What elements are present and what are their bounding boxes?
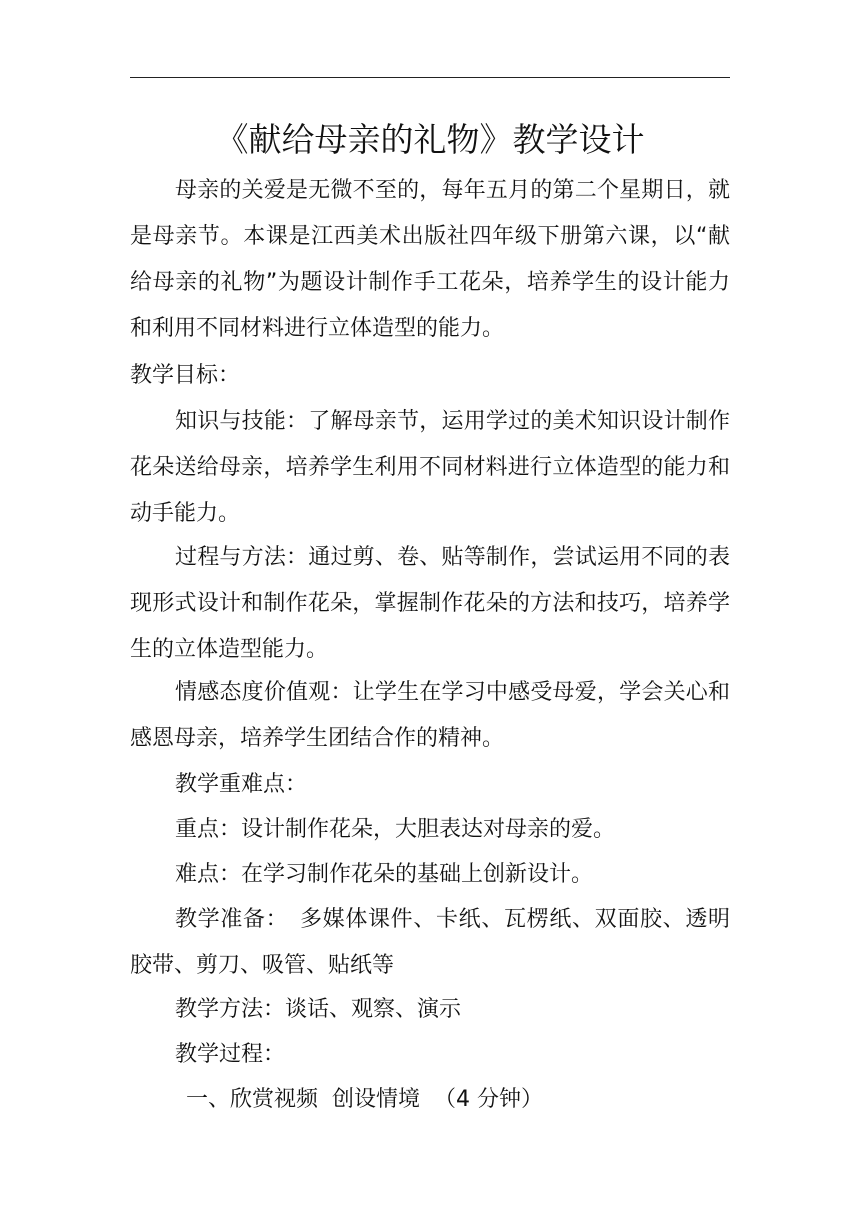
document-title: 《献给母亲的礼物》教学设计 <box>215 120 645 159</box>
goal-process-paragraph: 过程与方法：通过剪、卷、贴等制作，尝试运用不同的表现形式设计和制作花朵，掌握制作花朵的方法和技巧，培养学生的立体造型能力。 <box>130 545 730 662</box>
key-points-heading: 教学重难点： <box>175 772 308 797</box>
header-rule <box>130 77 730 78</box>
preparation-paragraph: 教学准备： 多媒体课件、卡纸、瓦楞纸、双面胶、透明胶带、剪刀、吸管、贴纸等 <box>130 907 730 978</box>
goal-knowledge-paragraph: 知识与技能：了解母亲节，运用学过的美术知识设计制作花朵送给母亲，培养学生利用不同材料进行立体造型的能力和动手能力。 <box>130 409 730 526</box>
goal-emotion-paragraph: 情感态度价值观：让学生在学习中感受母爱，学会关心和感恩母亲，培养学生团结合作的精神。 <box>130 680 730 751</box>
difficulty-paragraph: 难点：在学习制作花朵的基础上创新设计。 <box>175 862 594 887</box>
method-paragraph: 教学方法：谈话、观察、演示 <box>175 997 462 1022</box>
process-heading: 教学过程： <box>175 1042 286 1067</box>
intro-paragraph: 母亲的关爱是无微不至的，每年五月的第二个星期日，就是母亲节。本课是江西美术出版社四年级下册第六课，以“献给母亲的礼物”为题设计制作手工花朵，培养学生的设计能力和利用不同材料进行立体造型的能力。 <box>130 178 730 341</box>
step-one-heading: 一、欣赏视频 创设情境 （4 分钟） <box>186 1087 543 1112</box>
key-point-paragraph: 重点：设计制作花朵，大胆表达对母亲的爱。 <box>175 817 616 842</box>
goals-heading: 教学目标： <box>130 363 241 388</box>
